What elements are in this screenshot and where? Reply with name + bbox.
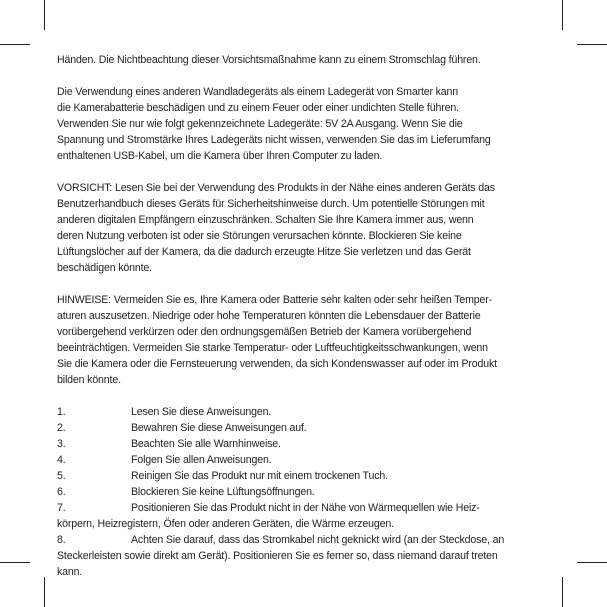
text-line: vorübergehend verkürzen oder den ordnungsgemäßen Betrieb der Kamera vorübergehend (57, 326, 472, 338)
list-item-text: Beachten Sie alle Warnhinweise. (131, 438, 281, 450)
crop-mark-bottom-right-vertical (562, 577, 563, 607)
text-line: Spannung und Stromstärke Ihres Ladegeräts nicht wissen, verwenden Sie das im Lieferumfang (57, 134, 491, 146)
text-line: Benutzerhandbuch dieses Geräts für Sicherheitshinweise durch. Um potentielle Störungen mit (57, 198, 485, 210)
list-item (57, 404, 551, 420)
crop-mark-top-left-vertical (44, 0, 45, 30)
list-item-text: Folgen Sie allen Anweisungen. (131, 454, 272, 466)
list-item (57, 468, 551, 484)
list-item (57, 452, 551, 468)
crop-mark-top-left-horizontal (0, 44, 30, 45)
paragraph-caution (57, 180, 551, 276)
crop-mark-bottom-left-vertical (44, 577, 45, 607)
list-item-number: 7. (57, 502, 66, 514)
list-item-text: Lesen Sie diese Anweisungen. (131, 406, 272, 418)
list-item-continuation: Steckerleisten sowie direkt am Gerät). Positionieren Sie es ferner so, dass niemand darauf treten (57, 550, 498, 562)
paragraph-notes (57, 292, 551, 388)
paragraph-shock-warning (57, 52, 551, 68)
list-item (57, 420, 551, 436)
crop-mark-bottom-right-horizontal (577, 562, 607, 563)
list-item-number: 4. (57, 454, 66, 466)
list-item-text: Reinigen Sie das Produkt nur mit einem trockenen Tuch. (131, 470, 388, 482)
paragraph-charger-warning (57, 84, 551, 164)
text-line: bilden könnte. (57, 374, 121, 386)
list-item-number: 3. (57, 438, 66, 450)
text-line: Sie die Kamera oder die Fernsteuerung verwenden, da sich Kondenswasser auf oder im Produkt (57, 358, 497, 370)
list-item-text: Blockieren Sie keine Lüftungsöffnungen. (131, 486, 315, 498)
text-line: beschädigen könnte. (57, 262, 152, 274)
list-item (57, 500, 551, 532)
text-line: anderen digitalen Empfängern einzuschränken. Schalten Sie Ihre Kamera immer aus, wenn (57, 214, 474, 226)
list-item-continuation: kann. (57, 566, 83, 578)
list-item-text: Achten Sie darauf, dass das Stromkabel nicht geknickt wird (an der Steckdose, an (131, 534, 505, 546)
list-item-number: 6. (57, 486, 66, 498)
list-item-number: 2. (57, 422, 66, 434)
list-item (57, 532, 551, 580)
crop-mark-top-right-vertical (562, 0, 563, 30)
text-line: Die Verwendung eines anderen Wandladegeräts als einem Ladegerät von Smarter kann (57, 86, 459, 98)
text-line: aturen auszusetzen. Niedrige oder hohe Temperaturen könnten die Lebensdauer der Batterie (57, 310, 481, 322)
list-item (57, 436, 551, 452)
list-item (57, 484, 551, 500)
text-line: deren Nutzung verboten ist oder sie Störungen verursachen könnte. Blockieren Sie keine (57, 230, 462, 242)
list-item-continuation: körpern, Heizregistern, Öfen oder anderen Geräten, die Wärme erzeugen. (57, 518, 394, 530)
text-line: enthaltenen USB-Kabel, um die Kamera über Ihren Computer zu laden. (57, 150, 383, 162)
list-item-number: 5. (57, 470, 66, 482)
text-line: Händen. Die Nichtbeachtung dieser Vorsichtsmaßnahme kann zu einem Stromschlag führen. (57, 54, 481, 66)
crop-mark-bottom-left-horizontal (0, 562, 30, 563)
crop-mark-top-right-horizontal (577, 44, 607, 45)
manual-page-body (57, 52, 551, 580)
text-line: Lüftungslöcher auf der Kamera, da die dadurch erzeugte Hitze Sie verletzen und das Gerät (57, 246, 471, 258)
safety-instructions-list (57, 404, 551, 580)
text-line: beeinträchtigen. Vermeiden Sie starke Temperatur- oder Luftfeuchtigkeitsschwankungen, wenn (57, 342, 488, 354)
text-line: die Kamerabatterie beschädigen und zu einem Feuer oder einer undichten Stelle führen. (57, 102, 459, 114)
list-item-number: 1. (57, 406, 66, 418)
list-item-text: Positionieren Sie das Produkt nicht in der Nähe von Wärmequellen wie Heiz- (131, 502, 480, 514)
list-item-text: Bewahren Sie diese Anweisungen auf. (131, 422, 307, 434)
text-line: Verwenden Sie nur wie folgt gekennzeichnete Ladegeräte: 5V 2A Ausgang. Wenn Sie die (57, 118, 463, 130)
list-item-number: 8. (57, 534, 66, 546)
text-line: VORSICHT: Lesen Sie bei der Verwendung des Produkts in der Nähe eines anderen Geräts das (57, 182, 495, 194)
text-line: HINWEISE: Vermeiden Sie es, Ihre Kamera oder Batterie sehr kalten oder sehr heißen Temper- (57, 294, 492, 306)
